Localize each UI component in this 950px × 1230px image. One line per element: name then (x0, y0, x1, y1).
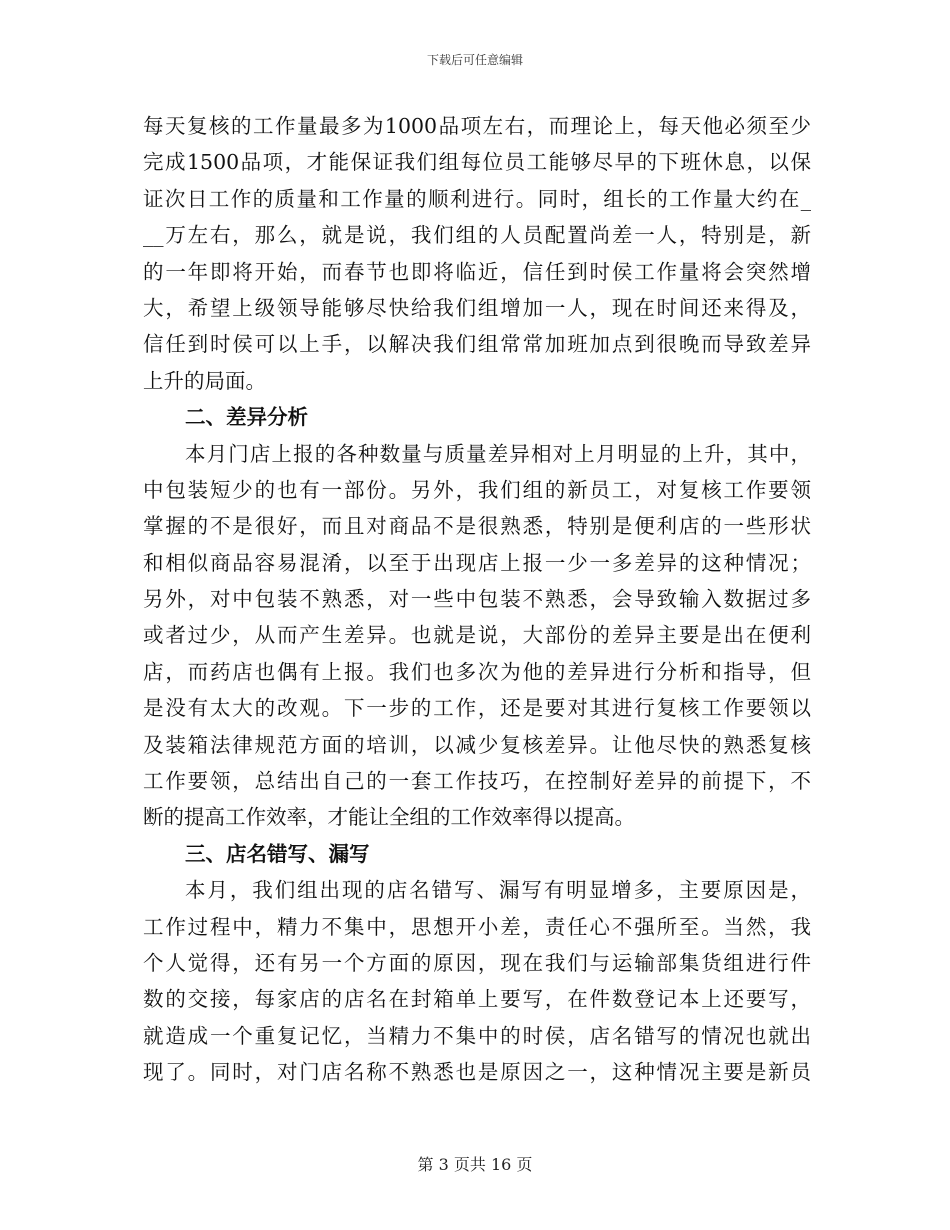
paragraph-discrepancy (143, 436, 811, 836)
text-line: 本月门店上报的各种数量与质量差异相对上月明显的上升，其中， (185, 441, 811, 466)
text-line: 店，而药店也偶有上报。我们也多次为他的差异进行分析和指导，但 (143, 659, 811, 684)
text-line: 上升的局面。 (143, 368, 266, 393)
text-line: 完成1500品项，才能保证我们组每位员工能够尽早的下班休息，以保 (143, 150, 811, 175)
text-line: 中包装短少的也有一部份。另外，我们组的新员工，对复核工作要领 (143, 477, 811, 502)
text-line: __万左右，那么，就是说，我们组的人员配置尚差一人，特别是，新 (143, 223, 811, 248)
document-body (143, 108, 811, 1091)
text-line: 或者过少，从而产生差异。也就是说，大部份的差异主要是出在便利 (143, 623, 811, 648)
text-line: 就造成一个重复记忆，当精力不集中的时侯，店名错写的情况也就出 (143, 1023, 811, 1048)
text-line: 工作过程中，精力不集中，思想开小差，责任心不强所至。当然，我 (143, 914, 811, 939)
text-line: 本月，我们组出现的店名错写、漏写有明显增多，主要原因是， (185, 878, 811, 903)
section-heading-discrepancy: 二、差异分析 (185, 405, 308, 430)
text-line: 和相似商品容易混淆，以至于出现店上报一少一多差异的这种情况； (143, 550, 811, 575)
page-number: 第 3 页共 16 页 (417, 1155, 533, 1174)
section-heading-store-names: 三、店名错写、漏写 (185, 841, 370, 866)
page-header: 下载后可任意编辑 (426, 53, 523, 67)
text-line: 信任到时侯可以上手，以解决我们组常常加班加点到很晚而导致差异 (143, 332, 811, 357)
text-line: 数的交接，每家店的店名在封箱单上要写，在件数登记本上还要写， (143, 987, 811, 1012)
text-line: 工作要领，总结出自己的一套工作技巧，在控制好差异的前提下，不 (143, 769, 811, 794)
text-line: 现了。同时，对门店名称不熟悉也是原因之一，这种情况主要是新员 (143, 1060, 811, 1085)
text-line: 断的提高工作效率，才能让全组的工作效率得以提高。 (143, 805, 635, 830)
text-line: 掌握的不是很好，而且对商品不是很熟悉，特别是便利店的一些形状 (143, 514, 811, 539)
text-line: 及装箱法律规范方面的培训，以减少复核差异。让他尽快的熟悉复核 (143, 732, 811, 757)
text-line: 个人觉得，还有另一个方面的原因，现在我们与运输部集货组进行件 (143, 950, 811, 975)
text-line: 大，希望上级领导能够尽快给我们组增加一人，现在时间还来得及， (143, 295, 811, 320)
paragraph-store-names (143, 872, 811, 1090)
text-line: 每天复核的工作量最多为1000品项左右，而理论上，每天他必须至少 (143, 114, 811, 138)
paragraph-staffing (143, 108, 811, 399)
text-line: 是没有太大的改观。下一步的工作，还是要对其进行复核工作要领以 (143, 696, 811, 721)
text-line: 的一年即将开始，而春节也即将临近，信任到时侯工作量将会突然增 (143, 259, 811, 284)
text-line: 另外，对中包装不熟悉，对一些中包装不熟悉，会导致输入数据过多 (143, 587, 811, 612)
text-line: 证次日工作的质量和工作量的顺利进行。同时，组长的工作量大约在_ (143, 186, 811, 211)
